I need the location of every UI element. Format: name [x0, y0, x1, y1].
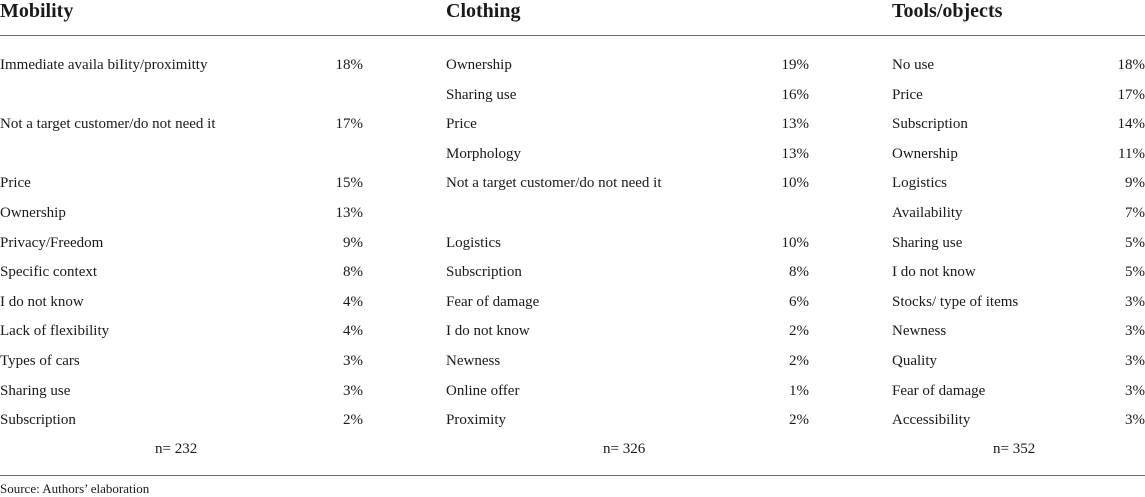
tools-row-label: Availability — [892, 205, 963, 221]
mobility-row-percent: 18% — [335, 57, 363, 73]
clothing-row-percent: 1% — [789, 383, 809, 399]
clothing-row-percent: 2% — [789, 412, 809, 428]
mobility-row-label: Privacy/Freedom — [0, 235, 104, 251]
table-header-tools: Tools/objects — [892, 0, 1003, 22]
tools-row-percent: 18% — [1117, 57, 1145, 73]
table-header-clothing: Clothing — [446, 0, 521, 22]
tools-row-label: Sharing use — [892, 235, 963, 251]
clothing-row-percent: 19% — [781, 57, 809, 73]
mobility-row-percent: 4% — [343, 323, 363, 339]
tools-row-label: Logistics — [892, 175, 947, 191]
count-mobility: n= 232 — [155, 441, 198, 457]
tools-row-label: Accessibility — [892, 412, 971, 428]
clothing-row-percent: 2% — [789, 323, 809, 339]
mobility-row-percent: 9% — [343, 235, 363, 251]
count-tools: n= 352 — [993, 441, 1036, 457]
tools-row-label: Fear of damage — [892, 383, 986, 399]
tools-row-percent: 3% — [1125, 383, 1145, 399]
tools-row-percent: 5% — [1125, 264, 1145, 280]
clothing-row-label: Price — [446, 116, 477, 132]
clothing-row-label: Fear of damage — [446, 294, 540, 310]
tools-row-label: I do not know — [892, 264, 976, 280]
mobility-row-label: Price — [0, 175, 31, 191]
tools-row-percent: 7% — [1125, 205, 1145, 221]
clothing-row-percent: 6% — [789, 294, 809, 310]
tools-row-percent: 3% — [1125, 323, 1145, 339]
tools-row-percent: 11% — [1118, 146, 1145, 162]
tools-row-label: Newness — [892, 323, 947, 339]
tools-row-percent: 3% — [1125, 412, 1145, 428]
mobility-row-label: Sharing use — [0, 383, 71, 399]
mobility-row-percent: 8% — [343, 264, 363, 280]
mobility-row-percent: 3% — [343, 383, 363, 399]
clothing-row-label: Newness — [446, 353, 501, 369]
mobility-row-label: Ownership — [0, 205, 66, 221]
mobility-row-label: Specific context — [0, 264, 98, 280]
clothing-row-percent: 2% — [789, 353, 809, 369]
tools-row-label: No use — [892, 57, 935, 73]
clothing-row-percent: 10% — [781, 235, 809, 251]
clothing-row-label: Proximity — [446, 412, 507, 428]
clothing-row-label: Sharing use — [446, 87, 517, 103]
mobility-row-label: Not a target customer/do not need it — [0, 116, 216, 132]
clothing-row-percent: 16% — [781, 87, 809, 103]
bottom-rule — [0, 475, 1145, 476]
mobility-row-percent: 17% — [335, 116, 363, 132]
clothing-row-percent: 13% — [781, 116, 809, 132]
clothing-row-label: Not a target customer/do not need it — [446, 175, 662, 191]
tools-row-label: Ownership — [892, 146, 958, 162]
source-note: Source: Authors’ elaboration — [0, 481, 150, 496]
tools-row-percent: 17% — [1117, 87, 1145, 103]
tools-row-label: Stocks/ type of items — [892, 294, 1019, 310]
tools-row-percent: 5% — [1125, 235, 1145, 251]
clothing-row-label: Subscription — [446, 264, 522, 280]
mobility-row-label: Lack of flexibility — [0, 323, 110, 339]
tools-row-percent: 14% — [1117, 116, 1145, 132]
clothing-row-percent: 13% — [781, 146, 809, 162]
tools-row-label: Quality — [892, 353, 937, 369]
clothing-row-label: Ownership — [446, 57, 512, 73]
mobility-row-percent: 4% — [343, 294, 363, 310]
mobility-row-percent: 3% — [343, 353, 363, 369]
clothing-row-percent: 10% — [781, 175, 809, 191]
mobility-row-percent: 2% — [343, 412, 363, 428]
mobility-row-label: Types of cars — [0, 353, 80, 369]
clothing-row-label: Logistics — [446, 235, 501, 251]
clothing-row-percent: 8% — [789, 264, 809, 280]
count-clothing: n= 326 — [603, 441, 646, 457]
tools-row-label: Price — [892, 87, 923, 103]
mobility-row-label: Subscription — [0, 412, 76, 428]
clothing-row-label: Morphology — [446, 146, 521, 162]
clothing-row-label: I do not know — [446, 323, 530, 339]
tools-row-percent: 3% — [1125, 353, 1145, 369]
mobility-row-label: Immediate availa biIity/proximitty — [0, 57, 208, 73]
mobility-row-percent: 13% — [335, 205, 363, 221]
mobility-row-percent: 15% — [335, 175, 363, 191]
header-rule — [0, 35, 1145, 36]
mobility-row-label: I do not know — [0, 294, 84, 310]
tools-row-percent: 9% — [1125, 175, 1145, 191]
table-header-mobility: Mobility — [0, 0, 74, 22]
tools-row-label: Subscription — [892, 116, 968, 132]
clothing-row-label: Online offer — [446, 383, 520, 399]
tools-row-percent: 3% — [1125, 294, 1145, 310]
